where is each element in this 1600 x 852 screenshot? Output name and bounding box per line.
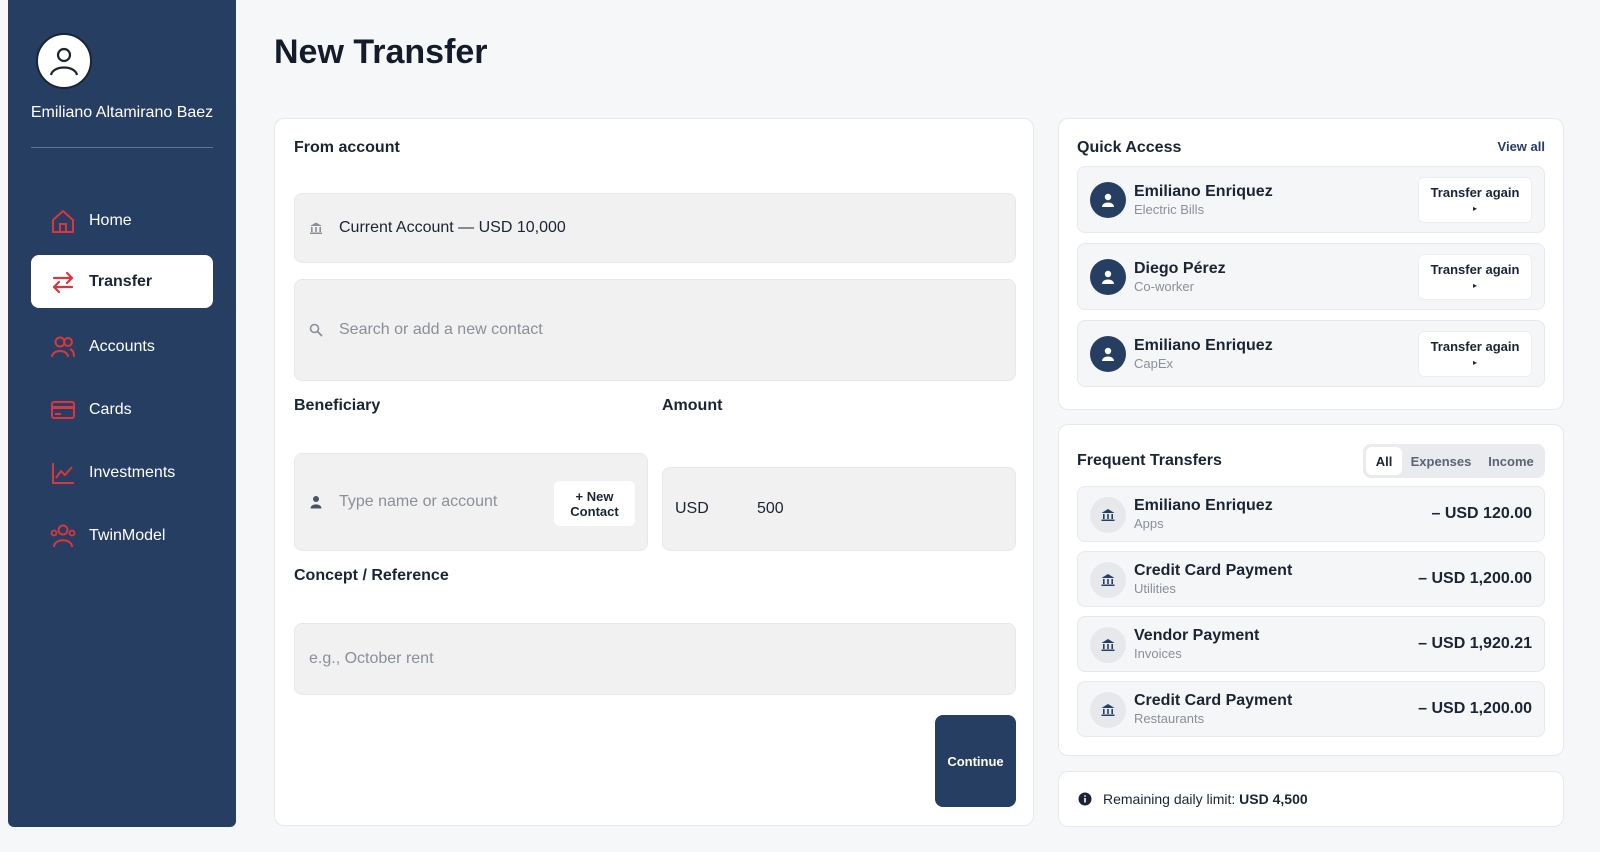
filter-all[interactable]: All [1366,447,1402,475]
transfer-category: Apps [1134,516,1164,531]
contact-name: Emiliano Enriquez [1134,337,1273,354]
frequent-transfer-row[interactable] [1077,616,1545,672]
page-title: New Transfer [274,33,488,71]
concept-placeholder: e.g., October rent [309,650,434,667]
sidebar-divider [31,147,213,148]
transfer-icon [49,268,77,296]
transfer-again-label: Transfer again [1430,262,1520,277]
filter-income[interactable]: Income [1488,453,1534,469]
info-icon [1078,792,1092,806]
transfer-name: Emiliano Enriquez [1134,497,1273,514]
nav-label-home: Home [89,211,132,229]
amount-input[interactable] [662,467,1016,551]
quick-access-item[interactable] [1077,320,1545,387]
quick-access-card [1058,118,1564,410]
beneficiary-label: Beneficiary [294,397,381,414]
currency-select[interactable]: USD [675,500,709,517]
contact-sub: Electric Bills [1134,202,1205,217]
transfer-filter [1363,444,1545,478]
continue-label: Continue [947,753,1004,769]
beneficiary-placeholder: Type name or account [339,493,498,510]
bank-icon [1090,692,1126,728]
users-icon [49,333,77,361]
contact-name: Emiliano Enriquez [1134,183,1273,200]
contact-avatar-icon [1090,336,1126,372]
transfer-category: Restaurants [1134,711,1205,726]
frequent-transfer-row[interactable] [1077,486,1545,542]
daily-limit-label: Remaining daily limit: [1103,791,1236,807]
nav-item-accounts[interactable] [31,320,213,373]
transfer-amount: – USD 1,920.21 [1418,635,1532,652]
amount-label: Amount [662,397,723,414]
caret-right-icon: ▸ [1472,358,1477,367]
nav-label-accounts: Accounts [89,337,155,355]
home-icon [49,207,77,235]
daily-limit-text [1103,791,1308,807]
nav-label-transfer: Transfer [89,272,153,290]
new-contact-button[interactable] [554,481,635,526]
frequent-transfer-row[interactable] [1077,551,1545,607]
contact-search-input[interactable] [294,279,1016,381]
chart-icon [49,459,77,487]
frequent-transfer-row[interactable] [1077,681,1545,737]
beneficiary-input[interactable] [294,453,648,551]
nav-label-investments: Investments [89,463,176,481]
daily-limit-value: USD 4,500 [1239,791,1308,807]
frequent-transfers-title: Frequent Transfers [1077,452,1222,469]
person-icon [309,495,323,509]
nav-item-cards[interactable] [31,383,213,436]
transfer-amount: – USD 1,200.00 [1418,570,1532,587]
new-contact-label: + New Contact [570,488,619,519]
contact-sub: CapEx [1134,356,1174,371]
concept-input[interactable] [294,623,1016,695]
daily-limit-card [1058,771,1564,827]
search-placeholder: Search or add a new contact [339,321,543,338]
frequent-transfers-card [1058,424,1564,756]
bank-icon [1090,497,1126,533]
quick-access-title: Quick Access [1077,139,1182,156]
transfer-category: Invoices [1134,646,1182,661]
transfer-again-label: Transfer again [1430,185,1520,200]
user-name: Emiliano Altamirano Baez [30,104,214,121]
contact-name: Diego Pérez [1134,260,1226,277]
nav-item-transfer[interactable] [31,255,213,308]
transfer-amount: – USD 120.00 [1431,505,1532,522]
transfer-again-button[interactable] [1418,177,1532,223]
concept-label: Concept / Reference [294,567,449,584]
quick-access-item[interactable] [1077,166,1545,233]
quick-access-item[interactable] [1077,243,1545,310]
transfer-category: Utilities [1134,581,1176,596]
from-account-value: Current Account — USD 10,000 [339,219,566,236]
transfer-form-card [274,118,1034,826]
card-icon [49,396,77,424]
transfer-again-button[interactable] [1418,254,1532,300]
view-all-link[interactable]: View all [1497,139,1545,154]
contact-avatar-icon [1090,182,1126,218]
search-icon [309,323,323,337]
amount-value: 500 [757,500,784,517]
nav-label-twinmodel: TwinModel [89,526,166,544]
sidebar [8,0,236,827]
user-avatar-icon[interactable] [36,33,92,89]
transfer-again-label: Transfer again [1430,339,1520,354]
caret-right-icon: ▸ [1472,204,1477,213]
nav-item-home[interactable] [31,194,213,247]
twin-icon [49,522,77,550]
from-account-label: From account [294,139,400,156]
contact-avatar-icon [1090,259,1126,295]
filter-expenses[interactable]: Expenses [1410,453,1472,469]
from-account-select[interactable] [294,193,1016,263]
caret-right-icon: ▸ [1472,281,1477,290]
contact-sub: Co-worker [1134,279,1194,294]
transfer-name: Vendor Payment [1134,627,1260,644]
bank-icon [1090,627,1126,663]
nav-label-cards: Cards [89,400,132,418]
transfer-amount: – USD 1,200.00 [1418,700,1532,717]
transfer-name: Credit Card Payment [1134,692,1293,709]
nav-item-twinmodel[interactable] [31,509,213,562]
bank-icon [1090,562,1126,598]
transfer-again-button[interactable] [1418,331,1532,377]
continue-button[interactable] [935,715,1016,807]
transfer-name: Credit Card Payment [1134,562,1293,579]
nav-item-investments[interactable] [31,446,213,499]
bank-icon [309,221,323,235]
